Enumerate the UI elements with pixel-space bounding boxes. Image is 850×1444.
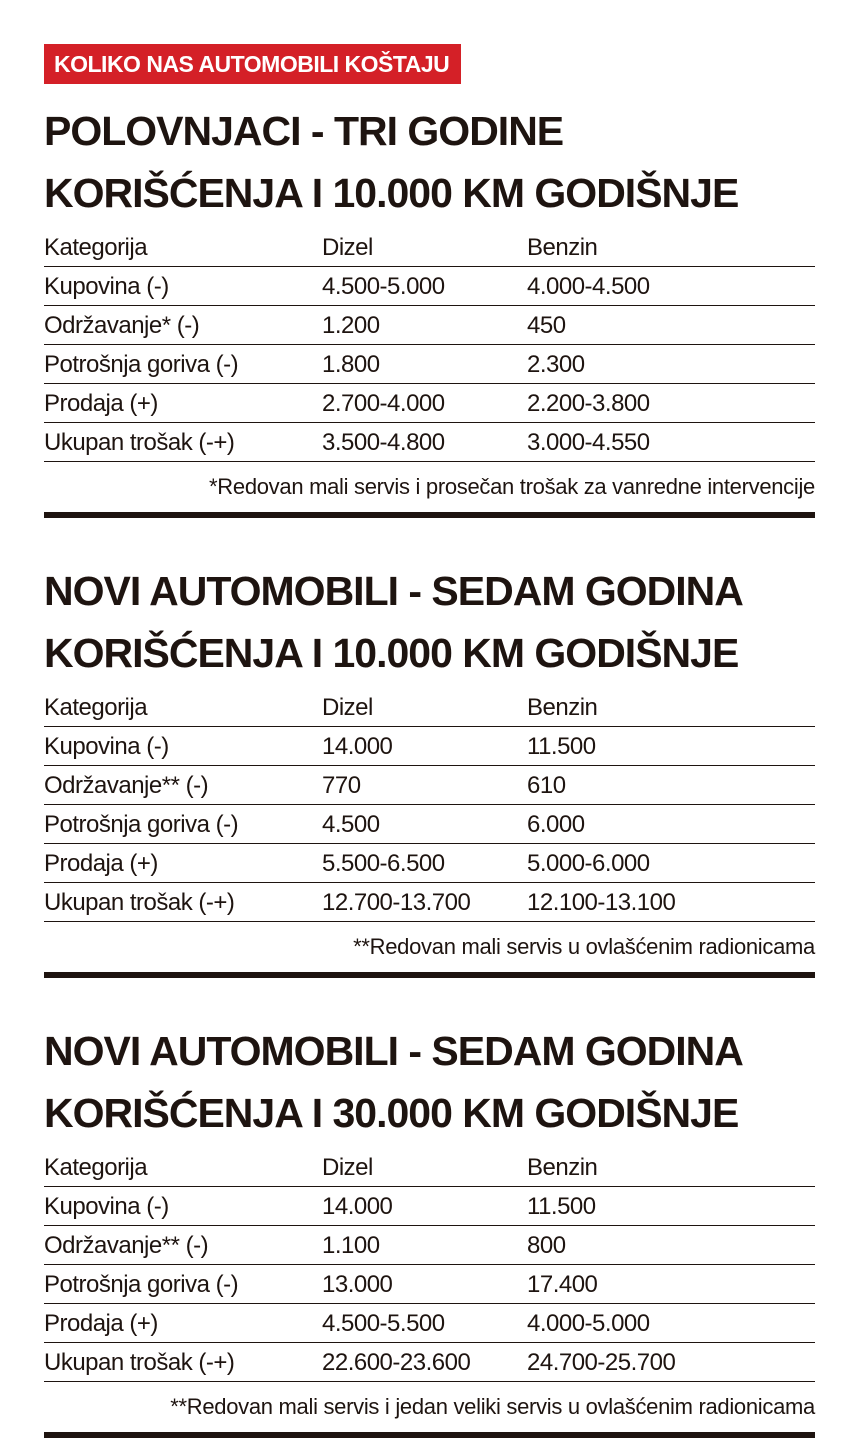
title-line: NOVI AUTOMOBILI - SEDAM GODINA: [44, 1028, 743, 1074]
column-header: Benzin: [527, 694, 598, 721]
table-cell: Potrošnja goriva (-): [44, 1271, 239, 1298]
title-line: NOVI AUTOMOBILI - SEDAM GODINA: [44, 568, 743, 614]
tag-label: KOLIKO NAS AUTOMOBILI KOŠTAJU: [54, 51, 450, 77]
table-cell: Kupovina (-): [44, 273, 169, 300]
table-cell: 3.000-4.550: [527, 429, 650, 456]
section-tag: [44, 44, 461, 84]
table-cell: 4.500-5.000: [322, 273, 445, 300]
table-row: [44, 766, 815, 805]
table-row: [44, 883, 815, 922]
section-divider: [44, 1432, 815, 1438]
table-cell: 14.000: [322, 733, 393, 760]
table-cell: 12.100-13.100: [527, 889, 676, 916]
table-cell: 17.400: [527, 1271, 598, 1298]
table-row: [44, 844, 815, 883]
table-cell: 610: [527, 772, 566, 799]
column-header: Dizel: [322, 234, 373, 261]
column-header: Kategorija: [44, 694, 148, 721]
table-cell: Održavanje** (-): [44, 772, 209, 799]
section-title: [44, 1020, 815, 1148]
section-divider: [44, 512, 815, 518]
table-cell: 24.700-25.700: [527, 1349, 676, 1376]
table-cell: Kupovina (-): [44, 1193, 169, 1220]
table-header-row: [44, 228, 815, 267]
table-cell: 2.200-3.800: [527, 390, 650, 417]
table-cell: 4.500: [322, 811, 380, 838]
title-line: KORIŠĆENJA I 10.000 KM GODIŠNJE: [44, 630, 739, 676]
table-cell: 22.600-23.600: [322, 1349, 471, 1376]
table-cell: 11.500: [527, 733, 596, 760]
cost-table-section: [44, 1020, 815, 1438]
table-cell: Potrošnja goriva (-): [44, 351, 239, 378]
footnote-text: **Redovan mali servis u ovlašćenim radionicama: [353, 934, 815, 959]
table-cell: 3.500-4.800: [322, 429, 445, 456]
table-cell: Ukupan trošak (-+): [44, 1349, 235, 1376]
table-row: [44, 1265, 815, 1304]
footnote: [44, 922, 815, 972]
footnote-text: *Redovan mali servis i prosečan trošak za vanredne intervencije: [209, 474, 815, 499]
table-header-row: [44, 1148, 815, 1187]
title-line: KORIŠĆENJA I 30.000 KM GODIŠNJE: [44, 1090, 739, 1136]
footnote: [44, 1382, 815, 1432]
table-row: [44, 384, 815, 423]
table-cell: Ukupan trošak (-+): [44, 889, 235, 916]
table-cell: Ukupan trošak (-+): [44, 429, 235, 456]
column-header: Benzin: [527, 234, 598, 261]
table-row: [44, 1187, 815, 1226]
footnote-text: **Redovan mali servis i jedan veliki servis u ovlašćenim radionicama: [170, 1394, 815, 1419]
footnote: [44, 462, 815, 512]
table-cell: Potrošnja goriva (-): [44, 811, 239, 838]
table-row: [44, 306, 815, 345]
table-row: [44, 423, 815, 462]
table-cell: 13.000: [322, 1271, 393, 1298]
table-cell: 4.500-5.500: [322, 1310, 445, 1337]
section-divider: [44, 972, 815, 978]
table-cell: 2.700-4.000: [322, 390, 445, 417]
table-cell: 1.200: [322, 312, 380, 339]
cost-table-section: [44, 560, 815, 978]
table-cell: Održavanje** (-): [44, 1232, 209, 1259]
column-header: Dizel: [322, 1154, 373, 1181]
table-cell: 4.000-4.500: [527, 273, 650, 300]
table-cell: Održavanje* (-): [44, 312, 200, 339]
table-cell: Kupovina (-): [44, 733, 169, 760]
table-cell: 12.700-13.700: [322, 889, 471, 916]
table-header-row: [44, 688, 815, 727]
column-header: Benzin: [527, 1154, 598, 1181]
table-cell: 5.000-6.000: [527, 850, 650, 877]
title-line: POLOVNJACI - TRI GODINE: [44, 108, 564, 154]
table-row: [44, 805, 815, 844]
section-title: [44, 100, 815, 228]
table-cell: 14.000: [322, 1193, 393, 1220]
table-row: [44, 1343, 815, 1382]
table-cell: 1.800: [322, 351, 380, 378]
table-cell: Prodaja (+): [44, 1310, 158, 1337]
table-cell: Prodaja (+): [44, 390, 158, 417]
table-cell: 6.000: [527, 811, 585, 838]
section-title: [44, 560, 815, 688]
table-cell: 2.300: [527, 351, 585, 378]
table-cell: 4.000-5.000: [527, 1310, 650, 1337]
table-cell: 1.100: [322, 1232, 380, 1259]
table-cell: 800: [527, 1232, 566, 1259]
title-line: KORIŠĆENJA I 10.000 KM GODIŠNJE: [44, 170, 739, 216]
column-header: Dizel: [322, 694, 373, 721]
table-cell: 5.500-6.500: [322, 850, 445, 877]
table-row: [44, 727, 815, 766]
table-row: [44, 267, 815, 306]
column-header: Kategorija: [44, 234, 148, 261]
table-cell: Prodaja (+): [44, 850, 158, 877]
table-row: [44, 1226, 815, 1265]
table-row: [44, 1304, 815, 1343]
table-cell: 770: [322, 772, 361, 799]
table-cell: 11.500: [527, 1193, 596, 1220]
table-row: [44, 345, 815, 384]
cost-table-section: [44, 100, 815, 518]
table-cell: 450: [527, 312, 566, 339]
column-header: Kategorija: [44, 1154, 148, 1181]
